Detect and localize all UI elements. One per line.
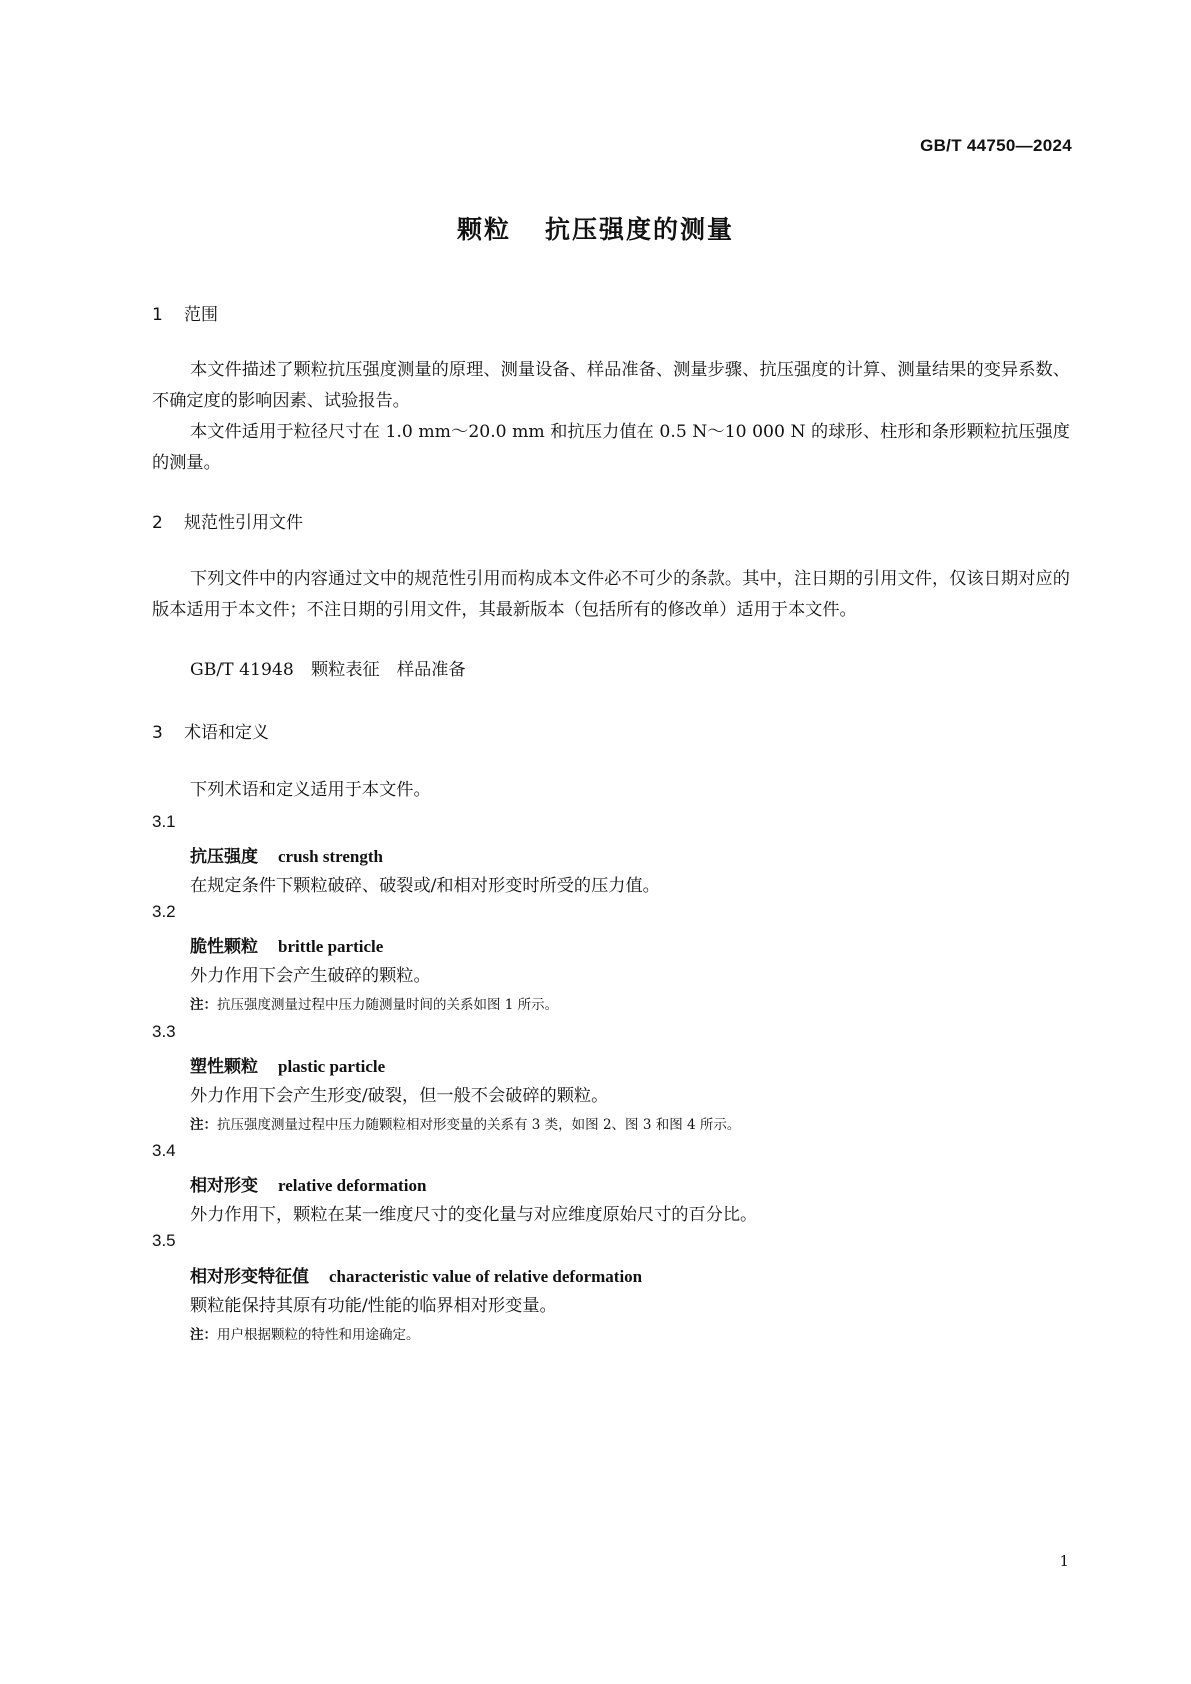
term-en: brittle particle — [278, 937, 384, 956]
note-text: 抗压强度测量过程中压力随颗粒相对形变量的关系有 3 类，如图 2、图 3 和图 4 所示。 — [217, 1117, 741, 1133]
normative-references-paragraph: 下列文件中的内容通过文中的规范性引用而构成本文件必不可少的条款。其中，注日期的引用文件，仅该日期对应的版本适用于本文件；不注日期的引用文件，其最新版本（包括所有的修改单）适用于本文件。 — [152, 569, 1070, 620]
term-definition: 外力作用下会产生形变/破裂，但一般不会破碎的颗粒。 — [190, 1086, 609, 1106]
note-label: 注： — [190, 1327, 217, 1343]
term-number: 3.5 — [152, 1231, 176, 1250]
reference-item: GB/T 41948 颗粒表征 样品准备 — [190, 660, 466, 680]
section-number: 2 — [152, 513, 163, 533]
section-number: 1 — [152, 305, 163, 325]
term-en: plastic particle — [278, 1057, 386, 1076]
term-note — [190, 993, 558, 1013]
term-heading — [190, 1171, 426, 1196]
term-heading — [190, 1052, 385, 1077]
section-3-heading — [152, 718, 269, 743]
title-part1: 颗粒 — [456, 215, 511, 244]
section-1-heading — [152, 300, 218, 325]
term-definition: 在规定条件下颗粒破碎、破裂或/和相对形变时所受的压力值。 — [190, 876, 660, 896]
term-en: crush strength — [278, 847, 383, 866]
term-note — [190, 1323, 420, 1343]
standard-number: GB/T 44750—2024 — [920, 136, 1072, 155]
term-definition: 颗粒能保持其原有功能/性能的临界相对形变量。 — [190, 1296, 557, 1316]
page-number: 1 — [1059, 1552, 1069, 1570]
section-title: 术语和定义 — [184, 723, 269, 743]
section-title: 范围 — [184, 305, 218, 325]
term-definition: 外力作用下，颗粒在某一维度尺寸的变化量与对应维度原始尺寸的百分比。 — [190, 1205, 758, 1225]
note-text: 抗压强度测量过程中压力随测量时间的关系如图 1 所示。 — [217, 997, 559, 1013]
term-note — [190, 1113, 740, 1133]
section-number: 3 — [152, 723, 163, 743]
section-title: 规范性引用文件 — [184, 513, 303, 533]
term-zh: 相对形变特征值 — [190, 1267, 309, 1287]
terms-intro: 下列术语和定义适用于本文件。 — [190, 780, 431, 800]
note-label: 注： — [190, 997, 217, 1013]
term-heading — [190, 842, 383, 867]
term-zh: 相对形变 — [190, 1176, 258, 1196]
scope-paragraph-2: 本文件适用于粒径尺寸在 1.0 mm～20.0 mm 和抗压力值在 0.5 N～10 000 N 的球形、柱形和条形颗粒抗压强度的测量。 — [152, 422, 1070, 473]
term-heading — [190, 1262, 642, 1287]
term-heading — [190, 932, 383, 957]
term-zh: 塑性颗粒 — [190, 1057, 258, 1077]
term-number: 3.4 — [152, 1141, 176, 1160]
term-number: 3.2 — [152, 902, 176, 921]
term-zh: 抗压强度 — [190, 847, 258, 867]
term-en: relative deformation — [278, 1176, 427, 1195]
scope-paragraph-1: 本文件描述了颗粒抗压强度测量的原理、测量设备、样品准备、测量步骤、抗压强度的计算、测量结果的变异系数、不确定度的影响因素、试验报告。 — [152, 360, 1070, 411]
term-number: 3.1 — [152, 812, 176, 831]
title-part2: 抗压强度的测量 — [545, 215, 735, 244]
term-zh: 脆性颗粒 — [190, 937, 258, 957]
note-label: 注： — [190, 1117, 217, 1133]
term-definition: 外力作用下会产生破碎的颗粒。 — [190, 966, 431, 986]
section-2-heading — [152, 508, 303, 533]
document-title — [0, 210, 1191, 246]
term-number: 3.3 — [152, 1022, 176, 1041]
note-text: 用户根据颗粒的特性和用途确定。 — [217, 1327, 420, 1343]
term-en: characteristic value of relative deformation — [329, 1267, 643, 1286]
